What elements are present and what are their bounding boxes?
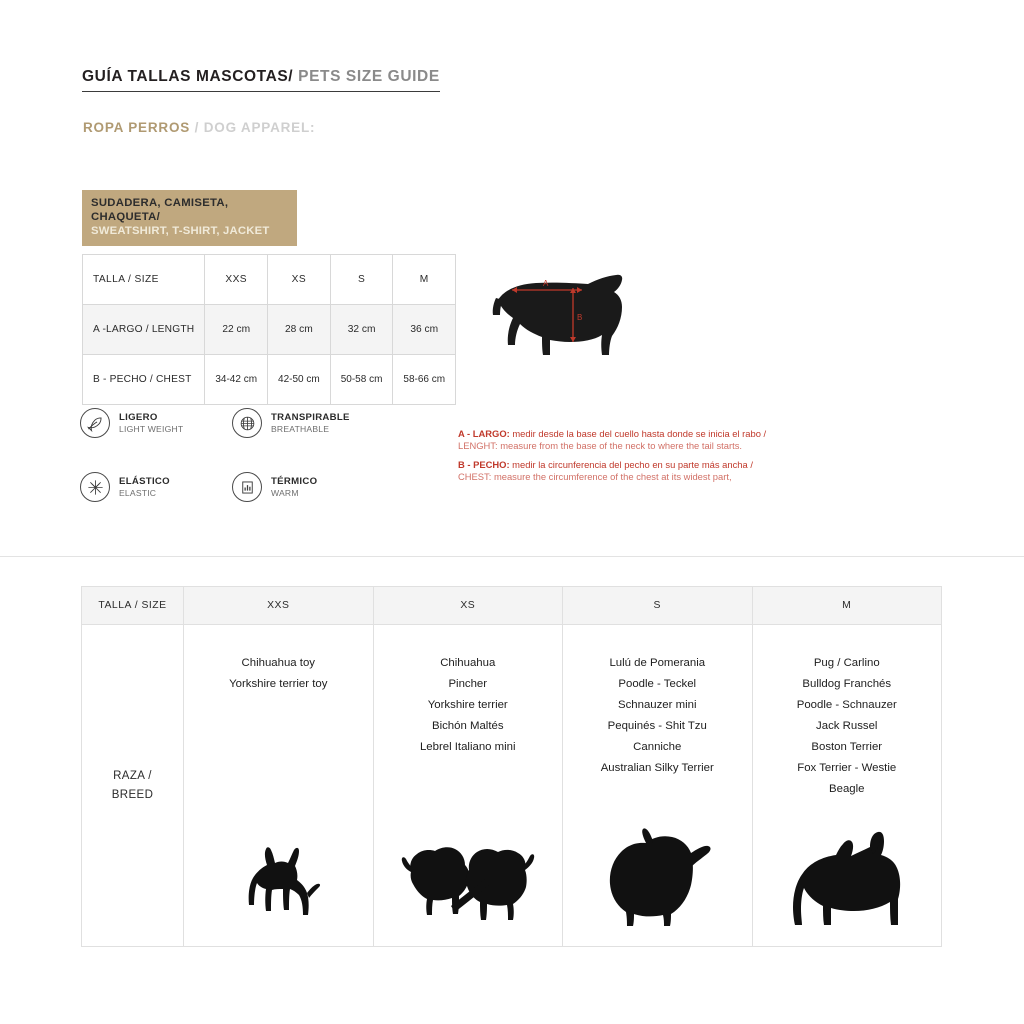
garment-type-en: SWEATSHIRT, T-SHIRT, JACKET — [91, 225, 270, 238]
table-row — [82, 587, 942, 625]
list-item: Lebrel Italiano mini — [419, 740, 516, 753]
breed-list-s — [567, 653, 748, 779]
breathable-mesh-icon — [232, 408, 262, 438]
page-title — [82, 68, 440, 92]
feature-label-en: LIGHT WEIGHT — [119, 423, 184, 434]
meas-length-xxs: 22 cm — [205, 305, 268, 355]
table-row — [83, 255, 456, 305]
breed-cell-xs — [373, 625, 563, 947]
dog-silhouette-diagram — [493, 275, 622, 355]
feature-label-es: ELÁSTICO — [119, 476, 170, 488]
breed-head-s: S — [563, 587, 753, 625]
meas-head-m: M — [393, 255, 456, 305]
list-item: Poodle - Schnauzer — [796, 698, 897, 711]
list-item: Schnauzer mini — [617, 698, 697, 711]
list-item: Beagle — [829, 782, 865, 795]
list-item: Pequinés - Shit Tzu — [607, 719, 707, 732]
meas-row-chest-label: B - PECHO / CHEST — [83, 355, 205, 405]
section-subtitle-en: / DOG APPAREL: — [190, 120, 316, 135]
section-subtitle-es: ROPA PERROS — [83, 120, 191, 135]
garment-type-band — [82, 190, 297, 246]
feather-light-icon — [80, 408, 110, 438]
meas-head-label: TALLA / SIZE — [83, 255, 205, 305]
breed-row-label-line2: BREED — [111, 788, 154, 801]
feature-label-es: TÉRMICO — [271, 476, 318, 488]
page-title-en: PETS SIZE GUIDE — [293, 68, 440, 85]
meas-length-s: 32 cm — [330, 305, 393, 355]
breed-list-xs — [378, 653, 559, 758]
list-item: Chihuahua toy — [241, 657, 315, 669]
note-a-es-bold: A - LARGO: — [458, 428, 510, 439]
list-item: Bichón Maltés — [431, 719, 504, 732]
breed-list-xxs — [188, 653, 369, 695]
pomeranian-silhouette — [563, 822, 752, 932]
table-row — [83, 355, 456, 405]
meas-chest-m: 58-66 cm — [393, 355, 456, 405]
meas-length-m: 36 cm — [393, 305, 456, 355]
note-b-es — [458, 459, 878, 471]
section-divider — [0, 556, 1024, 557]
note-b-es-bold: B - PECHO: — [458, 458, 510, 470]
section-subtitle — [83, 120, 315, 135]
breed-list-m — [757, 653, 938, 800]
list-item: Pug / Carlino — [813, 657, 880, 669]
two-small-dogs-silhouette — [374, 822, 563, 932]
measurements-table — [82, 254, 456, 405]
meas-length-xs: 28 cm — [268, 305, 331, 355]
garment-type-es: SUDADERA, CAMISETA, CHAQUETA/ — [91, 197, 229, 224]
french-bulldog-silhouette — [753, 822, 942, 932]
list-item: Boston Terrier — [811, 740, 883, 753]
note-b-es-text: medir la circunferencia del pecho en su parte más ancha / — [509, 458, 753, 470]
breed-cell-m — [752, 625, 942, 947]
note-b-en: CHEST: measure the circumference of the chest at its widest part, — [458, 471, 732, 483]
meas-head-s: S — [330, 255, 393, 305]
table-row — [82, 625, 942, 947]
meas-chest-xs: 42-50 cm — [268, 355, 331, 405]
list-item: Yorkshire terrier toy — [229, 677, 328, 690]
feature-label-en: ELASTIC — [119, 487, 157, 498]
list-item: Jack Russel — [816, 719, 878, 732]
meas-head-xxs: XXS — [205, 255, 268, 305]
list-item: Canniche — [633, 740, 682, 753]
feature-item-warm — [232, 472, 317, 502]
feature-item-elastic — [80, 472, 170, 502]
feature-label-es: LIGERO — [119, 412, 158, 424]
feature-label-en: BREATHABLE — [271, 423, 330, 434]
feature-label — [119, 412, 183, 434]
note-a-es-text: medir desde la base del cuello hasta donde se inicia el rabo / — [509, 428, 767, 439]
diagram-label-b: B — [577, 313, 583, 322]
dog-measurement-diagram — [470, 262, 660, 382]
elastic-stretch-icon — [80, 472, 110, 502]
table-row — [83, 305, 456, 355]
list-item: Pincher — [448, 677, 488, 690]
thermal-warm-icon — [232, 472, 262, 502]
list-item: Poodle - Teckel — [618, 677, 697, 690]
feature-item-breathable — [232, 408, 350, 438]
list-item: Bulldog Franchés — [802, 677, 892, 690]
breed-row-label — [82, 625, 184, 947]
breed-table — [81, 586, 942, 947]
feature-label-en: WARM — [271, 487, 299, 498]
breed-head-m: M — [752, 587, 942, 625]
list-item: Lulú de Pomerania — [609, 657, 706, 669]
breed-row-label-line1: RAZA / — [113, 770, 152, 783]
feature-label — [271, 412, 350, 434]
meas-chest-xxs: 34-42 cm — [205, 355, 268, 405]
page-title-es: GUÍA TALLAS MASCOTAS/ — [82, 68, 294, 85]
measurement-notes — [458, 428, 878, 484]
feature-item-light-weight — [80, 408, 183, 438]
list-item: Chihuahua — [440, 657, 496, 669]
chihuahua-silhouette — [184, 822, 373, 932]
feature-label — [119, 476, 170, 498]
breed-head-label: TALLA / SIZE — [82, 587, 184, 625]
breed-cell-xxs — [184, 625, 374, 947]
feature-label — [271, 476, 317, 498]
meas-head-xs: XS — [268, 255, 331, 305]
meas-chest-s: 50-58 cm — [330, 355, 393, 405]
breed-head-xs: XS — [373, 587, 563, 625]
breed-cell-s — [563, 625, 753, 947]
note-a-en: LENGHT: measure from the base of the neck to where the tail starts. — [458, 440, 742, 452]
list-item: Yorkshire terrier — [427, 698, 508, 711]
meas-row-length-label: A -LARGO / LENGTH — [83, 305, 205, 355]
list-item: Australian Silky Terrier — [600, 761, 714, 774]
note-a-es — [458, 428, 878, 440]
list-item: Fox Terrier - Westie — [797, 761, 897, 774]
breed-head-xxs: XXS — [184, 587, 374, 625]
feature-label-es: TRANSPIRABLE — [271, 412, 350, 424]
diagram-label-a: A — [543, 279, 549, 288]
